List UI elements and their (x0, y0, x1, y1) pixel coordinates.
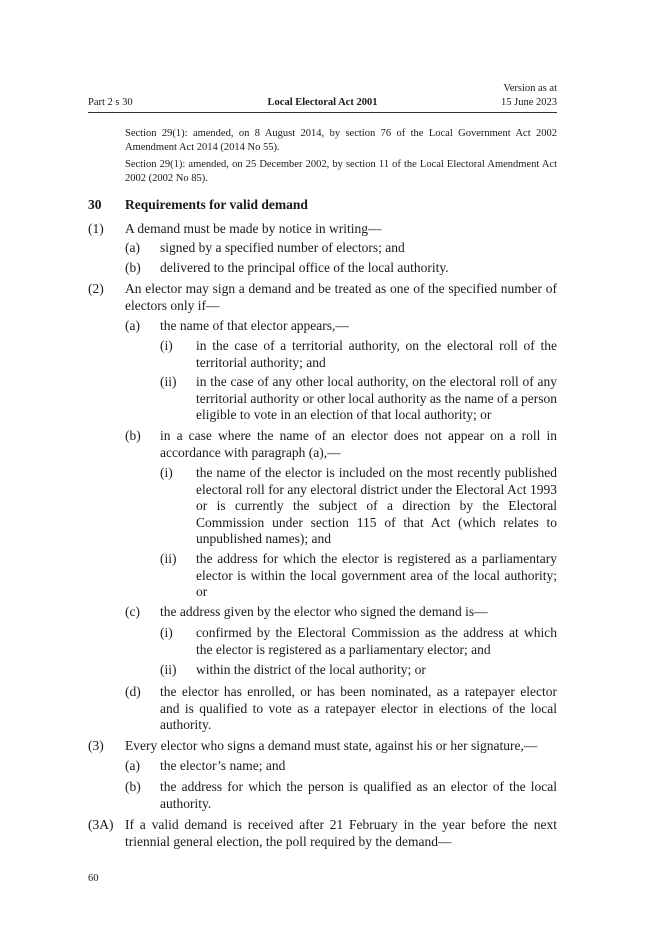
subparagraph-label: (ii) (160, 551, 177, 566)
subparagraph-text: within the district of the local authority; or (196, 662, 426, 677)
paragraph-label: (a) (125, 758, 140, 773)
paragraph-label: (b) (125, 260, 141, 275)
paragraph-label: (b) (125, 779, 141, 794)
paragraph-text: in a case where the name of an elector does not appear on a roll in accordance with paragraph (a),— (160, 428, 557, 460)
paragraph-text: the elector has enrolled, or has been nominated, as a ratepayer elector and is qualified to vote as a ratepayer elector in elections of the local authority. (160, 684, 557, 732)
subsection-text: A demand must be made by notice in writing— (125, 221, 382, 236)
paragraph-text: delivered to the principal office of the local authority. (160, 260, 449, 275)
subsection-label: (1) (88, 221, 104, 236)
history-note: Section 29(1): amended, on 25 December 2002, by section 11 of the Local Electoral Amendment Act 2002 (2002 No 85). (125, 159, 557, 184)
subparagraph-text: the address for which the elector is registered as a parliamentary elector is within the local government area of the local authority; or (196, 551, 557, 599)
paragraph-label: (c) (125, 604, 140, 619)
paragraph-label: (a) (125, 318, 140, 333)
subparagraph-label: (ii) (160, 662, 177, 677)
paragraph-text: signed by a specified number of electors; and (160, 240, 405, 255)
subsection-label: (3A) (88, 817, 114, 832)
paragraph-text: the address for which the person is qualified as an elector of the local authority. (160, 779, 557, 811)
subsection-text: If a valid demand is received after 21 February in the year before the next triennial general election, the poll required by the demand— (125, 817, 557, 849)
paragraph-text: the address given by the elector who signed the demand is— (160, 604, 488, 619)
history-note: Section 29(1): amended, on 8 August 2014, by section 76 of the Local Government Act 2002 Amendment Act 2014 (2014 No 55). (125, 128, 557, 153)
act-title: Local Electoral Act 2001 (267, 97, 378, 108)
subsection-text: An elector may sign a demand and be treated as one of the specified number of electors only if— (125, 281, 557, 313)
version-date: 15 June 2023 (501, 97, 557, 108)
section-number: 30 (88, 197, 102, 212)
header-divider (88, 112, 557, 113)
page-number: 60 (88, 873, 99, 884)
paragraph-label: (b) (125, 428, 141, 443)
running-header (88, 96, 557, 110)
subparagraph-label: (ii) (160, 374, 177, 389)
part-reference: Part 2 s 30 (88, 97, 133, 108)
subparagraph-text: in the case of a territorial authority, on the electoral roll of the territorial authority; and (196, 338, 557, 370)
subsection-text: Every elector who signs a demand must state, against his or her signature,— (125, 738, 538, 753)
subparagraph-text: the name of the elector is included on the most recently published electoral roll for any electoral district under the Electoral Act 1993 or is currently the subject of a direction by the Electoral Commission under section 115 of that Act (which relates to unpublished names); and (196, 465, 557, 546)
subparagraph-text: confirmed by the Electoral Commission as the address at which the elector is registered as a parliamentary elector; and (196, 625, 557, 657)
subsection-label: (2) (88, 281, 104, 296)
subsection-label: (3) (88, 738, 104, 753)
subparagraph-label: (i) (160, 625, 173, 640)
subparagraph-text: in the case of any other local authority, on the electoral roll of any territorial authority or other local authority as the name of a person eligible to vote in an election of that local authority; or (196, 374, 557, 422)
paragraph-text: the elector’s name; and (160, 758, 286, 773)
version-label: Version as at (503, 83, 557, 94)
paragraph-label: (d) (125, 684, 141, 699)
version-note (437, 82, 557, 96)
paragraph-text: the name of that elector appears,— (160, 318, 349, 333)
section-heading: Requirements for valid demand (125, 197, 308, 212)
subparagraph-label: (i) (160, 465, 173, 480)
subparagraph-label: (i) (160, 338, 173, 353)
paragraph-label: (a) (125, 240, 140, 255)
